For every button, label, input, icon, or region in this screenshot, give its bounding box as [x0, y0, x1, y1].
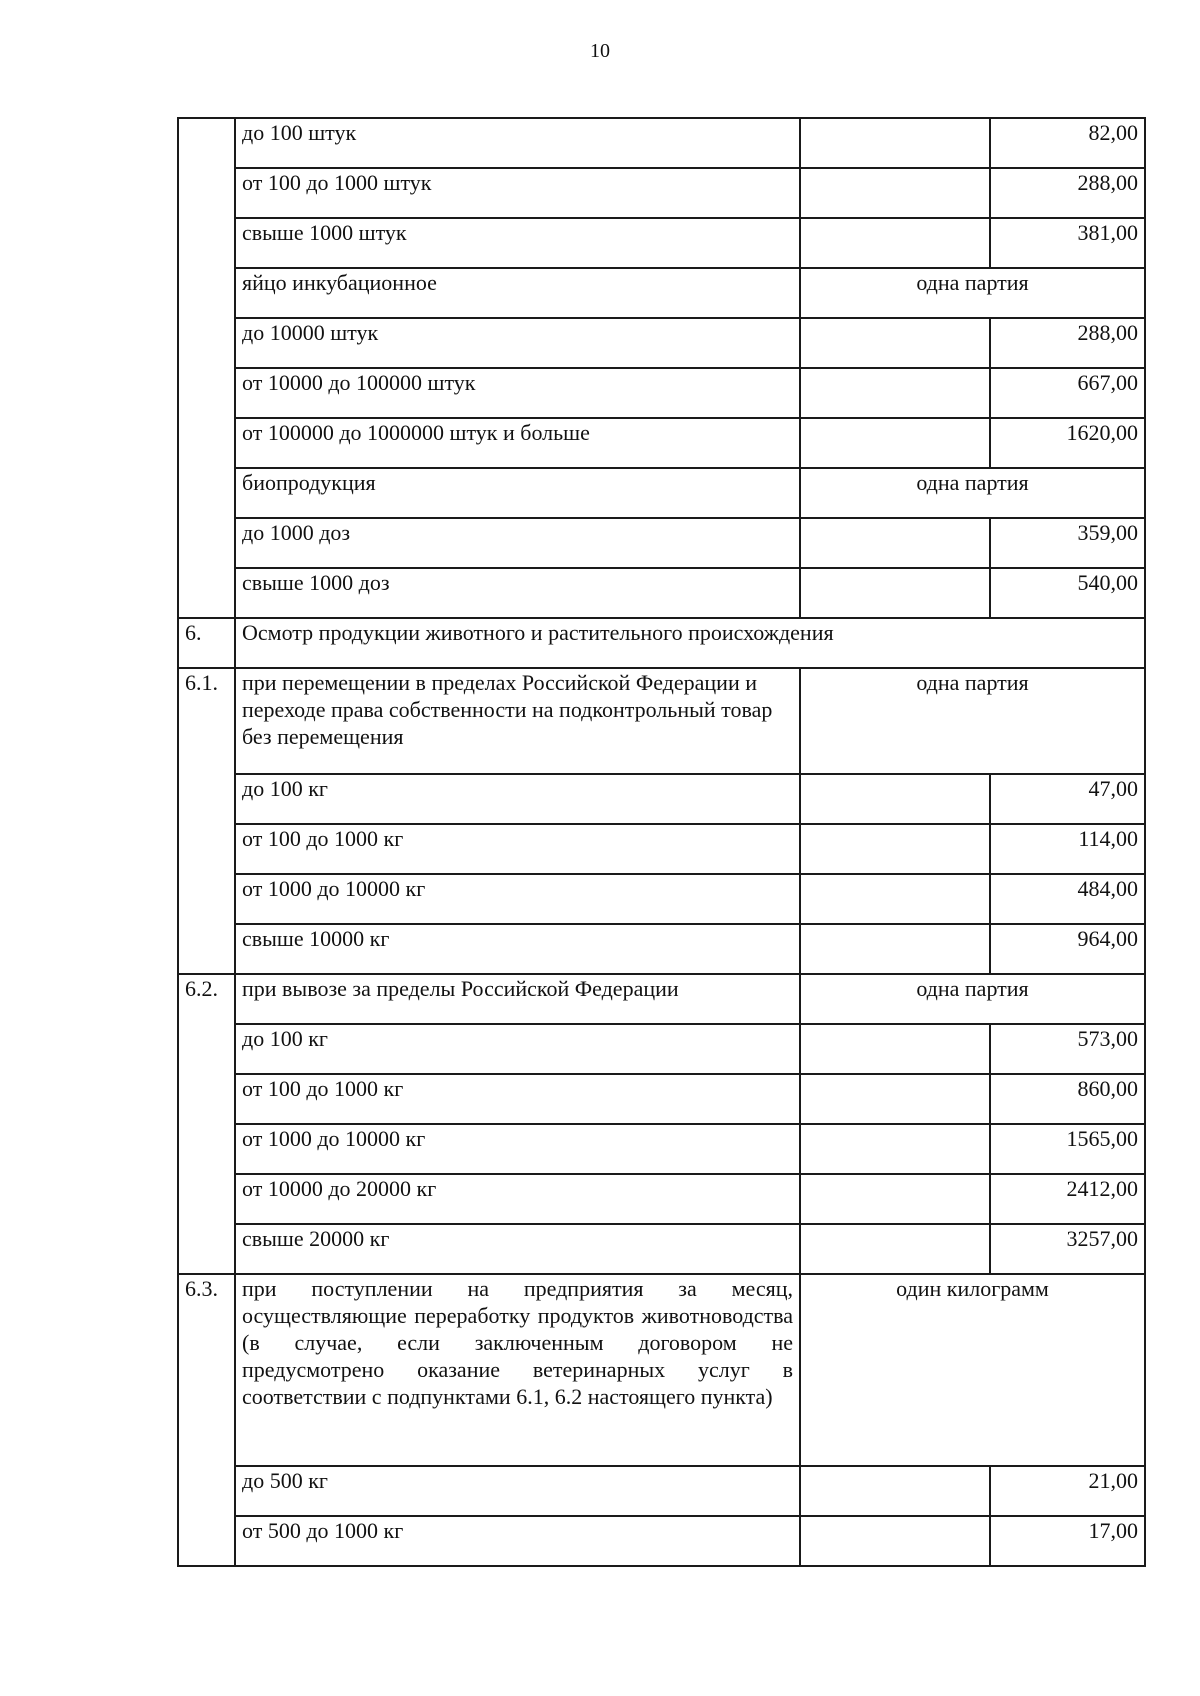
row-price: 1620,00 [990, 418, 1145, 468]
unit-label: одна партия [800, 268, 1145, 318]
group-label: биопродукция [235, 468, 800, 518]
item-number-cell [178, 118, 235, 618]
table-row [178, 118, 1145, 168]
row-label: свыше 1000 доз [235, 568, 800, 618]
row-price: 359,00 [990, 518, 1145, 568]
table-row [178, 518, 1145, 568]
table-row [178, 924, 1145, 974]
unit-cell [800, 1466, 990, 1516]
row-label: от 100 до 1000 кг [235, 824, 800, 874]
table-row [178, 874, 1145, 924]
row-price: 288,00 [990, 168, 1145, 218]
table-row [178, 1174, 1145, 1224]
table-row [178, 1074, 1145, 1124]
row-price: 381,00 [990, 218, 1145, 268]
table-row [178, 568, 1145, 618]
unit-cell [800, 874, 990, 924]
row-price: 1565,00 [990, 1124, 1145, 1174]
row-label: от 10000 до 20000 кг [235, 1174, 800, 1224]
section-row [178, 618, 1145, 668]
unit-cell [800, 824, 990, 874]
unit-label: одна партия [800, 468, 1145, 518]
unit-cell [800, 774, 990, 824]
row-label: до 500 кг [235, 1466, 800, 1516]
table-row [178, 1274, 1145, 1466]
unit-cell [800, 568, 990, 618]
item-number: 6.1. [178, 668, 235, 974]
table-row [178, 318, 1145, 368]
unit-label: одна партия [800, 668, 1145, 774]
tariff-table [177, 117, 1146, 1567]
row-label: от 100 до 1000 кг [235, 1074, 800, 1124]
section-title: Осмотр продукции животного и растительного происхождения [235, 618, 1145, 668]
table-row [178, 1024, 1145, 1074]
unit-label: один килограмм [800, 1274, 1145, 1466]
row-price: 3257,00 [990, 1224, 1145, 1274]
row-price: 288,00 [990, 318, 1145, 368]
row-label: до 1000 доз [235, 518, 800, 568]
unit-cell [800, 368, 990, 418]
table-row [178, 218, 1145, 268]
row-label: свыше 20000 кг [235, 1224, 800, 1274]
unit-cell [800, 924, 990, 974]
row-price: 964,00 [990, 924, 1145, 974]
group-label: при вывозе за пределы Российской Федерации [235, 974, 800, 1024]
table-row [178, 418, 1145, 468]
unit-cell [800, 518, 990, 568]
row-price: 21,00 [990, 1466, 1145, 1516]
group-label: яйцо инкубационное [235, 268, 800, 318]
unit-label: одна партия [800, 974, 1145, 1024]
unit-cell [800, 418, 990, 468]
row-label: от 1000 до 10000 кг [235, 874, 800, 924]
table-row [178, 368, 1145, 418]
unit-cell [800, 168, 990, 218]
row-label: свыше 10000 кг [235, 924, 800, 974]
row-price: 484,00 [990, 874, 1145, 924]
row-label: свыше 1000 штук [235, 218, 800, 268]
table-row [178, 268, 1145, 318]
unit-cell [800, 318, 990, 368]
page-number: 10 [590, 40, 610, 62]
row-price: 114,00 [990, 824, 1145, 874]
row-price: 17,00 [990, 1516, 1145, 1566]
row-price: 47,00 [990, 774, 1145, 824]
item-number: 6.2. [178, 974, 235, 1274]
table-row [178, 974, 1145, 1024]
unit-cell [800, 1174, 990, 1224]
item-number: 6.3. [178, 1274, 235, 1566]
row-label: от 100000 до 1000000 штук и больше [235, 418, 800, 468]
row-label: до 10000 штук [235, 318, 800, 368]
row-label: до 100 кг [235, 774, 800, 824]
table-row [178, 774, 1145, 824]
unit-cell [800, 1124, 990, 1174]
unit-cell [800, 1516, 990, 1566]
table-row [178, 1124, 1145, 1174]
row-label: от 500 до 1000 кг [235, 1516, 800, 1566]
unit-cell [800, 218, 990, 268]
row-label: от 1000 до 10000 кг [235, 1124, 800, 1174]
table-row [178, 824, 1145, 874]
row-label: до 100 кг [235, 1024, 800, 1074]
unit-cell [800, 1224, 990, 1274]
section-number: 6. [178, 618, 235, 668]
table-row [178, 468, 1145, 518]
group-label: при поступлении на предприятия за месяц, осуществляющие переработку продуктов животноводства (в случае, если заключенным договором не предусмотрено оказание ветеринарных услуг в соответствии с подпунктами 6.1, 6.2 настоящего пункта) [235, 1274, 800, 1466]
unit-cell [800, 1024, 990, 1074]
row-price: 667,00 [990, 368, 1145, 418]
row-label: от 10000 до 100000 штук [235, 368, 800, 418]
row-price: 2412,00 [990, 1174, 1145, 1224]
table-row [178, 1516, 1145, 1566]
table-row [178, 168, 1145, 218]
row-price: 860,00 [990, 1074, 1145, 1124]
row-label: до 100 штук [235, 118, 800, 168]
row-label: от 100 до 1000 штук [235, 168, 800, 218]
unit-cell [800, 1074, 990, 1124]
group-label: при перемещении в пределах Российской Федерации и переходе права собственности на подконтрольный товар без перемещения [235, 668, 800, 774]
table-row [178, 1466, 1145, 1516]
unit-cell [800, 118, 990, 168]
row-price: 540,00 [990, 568, 1145, 618]
row-price: 82,00 [990, 118, 1145, 168]
table-row [178, 1224, 1145, 1274]
row-price: 573,00 [990, 1024, 1145, 1074]
table-row [178, 668, 1145, 774]
